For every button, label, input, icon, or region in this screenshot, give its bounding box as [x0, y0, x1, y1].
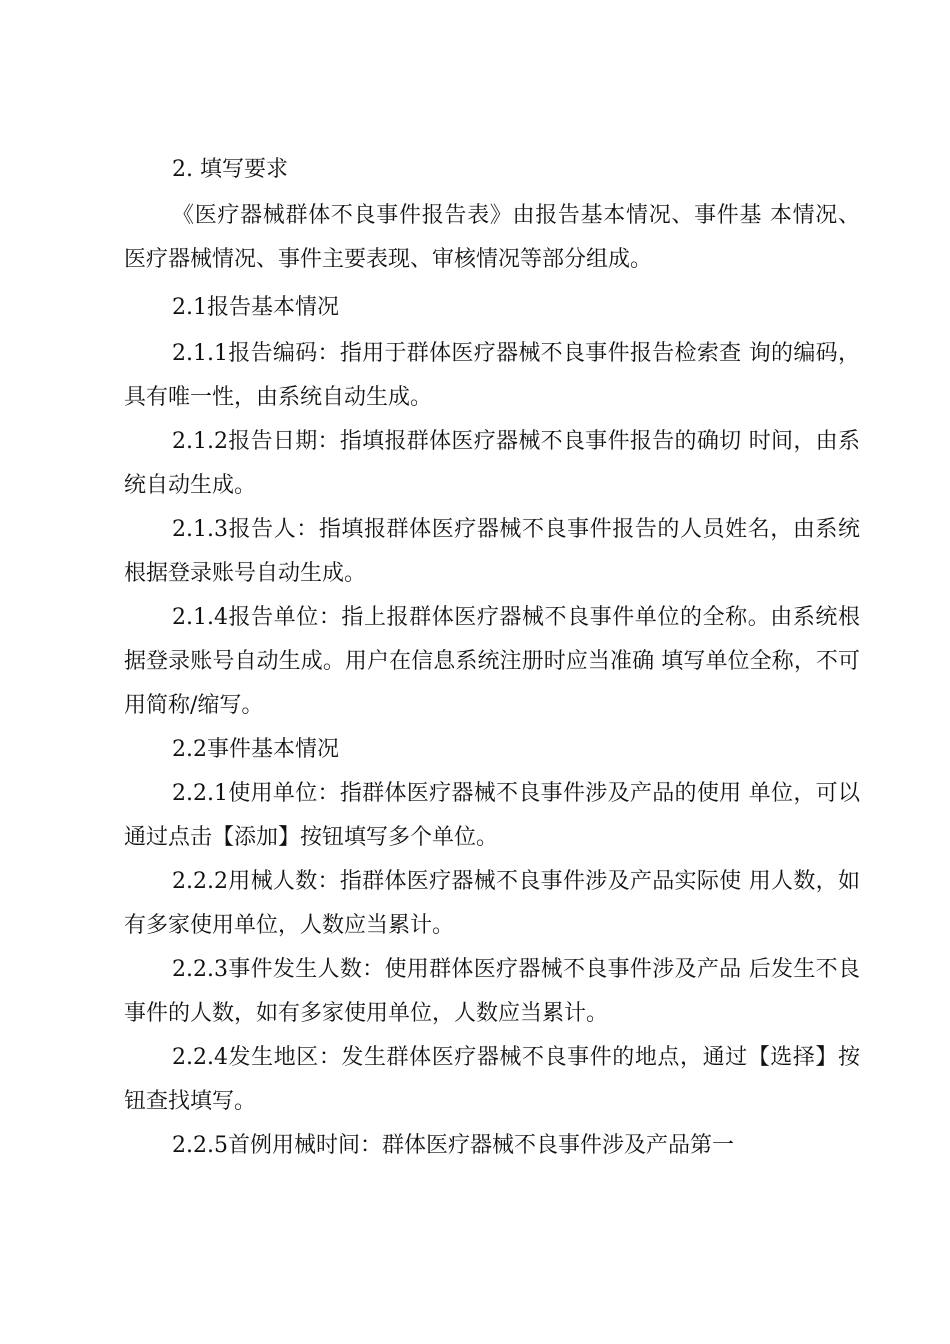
intro-paragraph: 《医疗器械群体不良事件报告表》由报告基本情况、事件基 本情况、医疗器械情况、事件主要表现、审核情况等部分组成。	[124, 203, 860, 272]
paragraph-2-2-2: 2.2.2用械人数：指群体医疗器械不良事件涉及产品实际使 用人数，如有多家使用单位，人数应当累计。	[124, 869, 860, 938]
paragraph-2-2-3: 2.2.3事件发生人数：使用群体医疗器械不良事件涉及产品 后发生不良事件的人数，如有多家使用单位，人数应当累计。	[124, 957, 860, 1026]
section-heading-2: 2. 填写要求	[172, 157, 288, 182]
paragraph-2-2-1: 2.2.1使用单位：指群体医疗器械不良事件涉及产品的使用 单位，可以通过点击【添加】按钮填写多个单位。	[124, 781, 860, 850]
section-heading-2-1: 2.1报告基本情况	[172, 295, 339, 320]
paragraph-2-2-5: 2.2.5首例用械时间：群体医疗器械不良事件涉及产品第一	[172, 1133, 734, 1158]
paragraph-2-1-1: 2.1.1报告编码：指用于群体医疗器械不良事件报告检索查 询的编码，具有唯一性，由系统自动生成。	[124, 341, 860, 410]
paragraph-2-1-4: 2.1.4报告单位：指上报群体医疗器械不良事件单位的全称。由系统根据登录账号自动生成。用户在信息系统注册时应当准确 填写单位全称，不可用简称/缩写。	[124, 605, 860, 718]
section-heading-2-2: 2.2事件基本情况	[172, 737, 339, 762]
paragraph-2-2-4: 2.2.4发生地区：发生群体医疗器械不良事件的地点，通过【选择】按钮查找填写。	[124, 1045, 860, 1114]
paragraph-2-1-2: 2.1.2报告日期：指填报群体医疗器械不良事件报告的确切 时间，由系统自动生成。	[124, 429, 860, 498]
paragraph-2-1-3: 2.1.3报告人：指填报群体医疗器械不良事件报告的人员姓名，由系统根据登录账号自动生成。	[124, 517, 860, 586]
